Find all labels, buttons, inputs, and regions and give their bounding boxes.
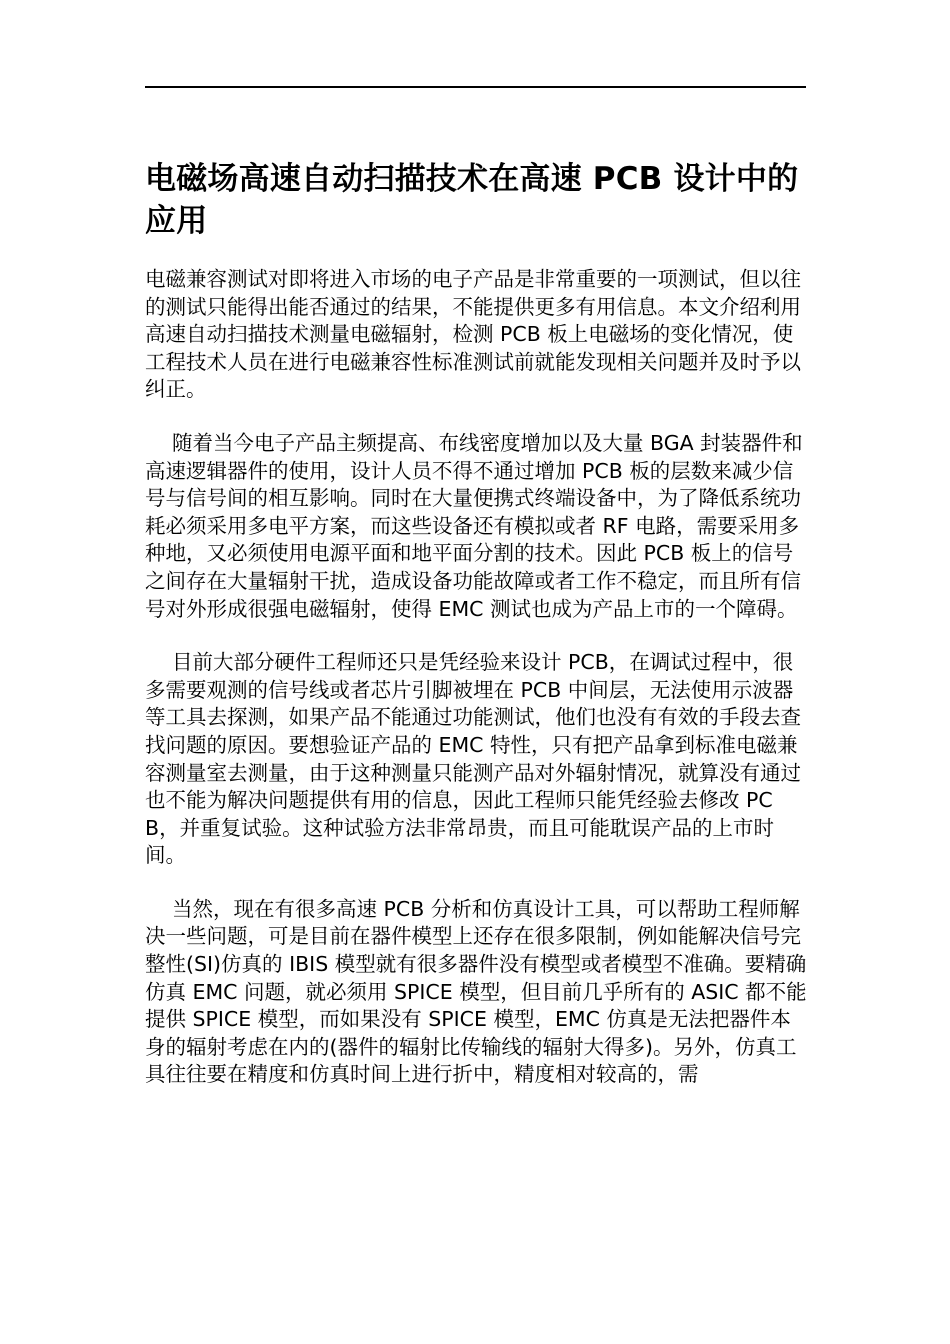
body-paragraph-2: 目前大部分硬件工程师还只是凭经验来设计 PCB，在调试过程中，很多需要观测的信号线或者芯片引脚被埋在 PCB 中间层，无法使用示波器等工具去探测，如果产品不能通过功能测试，他们也没有有效的手段去查找问题的原因。要想验证产品的 EMC 特性，只有把产品拿到标准电磁兼容测量室去测量，由于这种测量只能测产品对外辐射情况，就算没有通过也不能为解决问题提供有用的信息，因此工程师只能凭经验去修改 PCB，并重复试验。这种试验方法非常昂贵，而且可能耽误产品的上市时间。 xyxy=(145,650,801,868)
body-paragraph-3: 当然，现在有很多高速 PCB 分析和仿真设计工具，可以帮助工程师解决一些问题，可是目前在器件模型上还存在很多限制，例如能解决信号完整性(SI)仿真的 IBIS 模型就有很多器件没有模型或者模型不准确。要精确仿真 EMC 问题，就必须用 SPICE 模型，但目前几乎所有的 ASIC 都不能提供 SPICE 模型，而如果没有 SPICE 模型，EMC 仿真是无法把器件本身的辐射考虑在内的(器件的辐射比传输线的辐射大得多)。另外，仿真工具往往要在精度和仿真时间上进行折中，精度相对较高的，需 xyxy=(145,896,807,1087)
body-paragraph-1: 随着当今电子产品主频提高、布线密度增加以及大量 BGA 封装器件和高速逻辑器件的使用，设计人员不得不通过增加 PCB 板的层数来减少信号与信号间的相互影响。同时在大量便携式终端设备中，为了降低系统功耗必须采用多电平方案，而这些设备还有模拟或者 RF 电路，需要采用多种地，又必须使用电源平面和地平面分割的技术。因此 PCB 板上的信号之间存在大量辐射干扰，造成设备功能故障或者工作不稳定，而且所有信号对外形成很强电磁辐射，使得 EMC 测试也成为产品上市的一个障碍。 xyxy=(145,430,803,621)
header-rule xyxy=(145,86,806,88)
document-title: 电磁场高速自动扫描技术在高速 PCB 设计中的应用 xyxy=(145,161,799,239)
document-body xyxy=(145,158,807,1115)
abstract-paragraph: 电磁兼容测试对即将进入市场的电子产品是非常重要的一项测试，但以往的测试只能得出能否通过的结果，不能提供更多有用信息。本文介绍利用高速自动扫描技术测量电磁辐射，检测 PCB 板上电磁场的变化情况，使工程技术人员在进行电磁兼容性标准测试前就能发现相关问题并及时予以纠正。 xyxy=(145,267,801,402)
